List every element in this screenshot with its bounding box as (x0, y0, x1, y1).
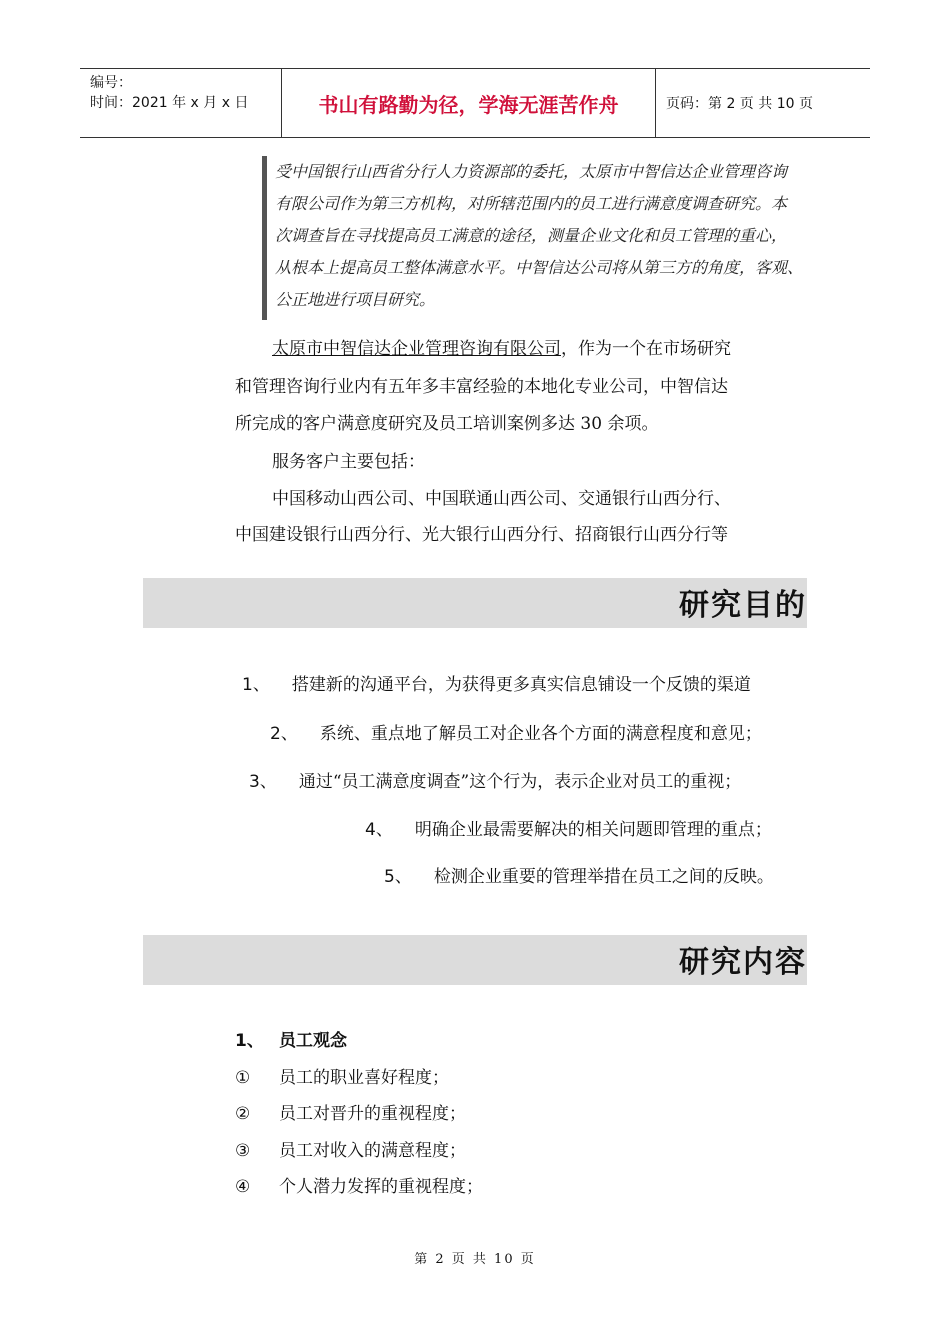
purpose-item-num: 2、 (270, 724, 298, 744)
purpose-item-5 (384, 862, 774, 887)
header-motto-cell (281, 69, 656, 137)
content-item-mark: ① (235, 1068, 251, 1088)
clients-line-2: 中国建设银行山西分行、光大银行山西分行、招商银行山西分行等 (235, 525, 728, 545)
content-item-4 (235, 1172, 483, 1197)
purpose-item-text: 通过“员工满意度调查”这个行为，表示企业对员工的重视； (298, 772, 742, 792)
content-item-text: 个人潜力发挥的重视程度； (279, 1177, 483, 1197)
content-item-text: 员工的职业喜好程度； (279, 1068, 449, 1088)
purpose-item-text: 检测企业重要的管理举措在员工之间的反映。 (433, 867, 774, 887)
intro-line-1-rest: ，作为一个在市场研究 (561, 339, 731, 359)
purpose-item-3 (249, 767, 741, 792)
purpose-item-4 (365, 815, 772, 840)
intro-line-2: 和管理咨询行业内有五年多丰富经验的本地化专业公司，中智信达 (235, 377, 728, 397)
purpose-item-2 (270, 719, 762, 744)
quote-line: 受中国银行山西省分行人力资源部的委托，太原市中智信达企业管理咨询 (275, 162, 788, 181)
header-meta (80, 69, 290, 141)
page-footer: 第 2 页 共 10 页 (414, 1252, 536, 1267)
content-heading-text: 员工观念 (279, 1031, 347, 1051)
content-heading-num: 1、 (235, 1031, 264, 1051)
section-bar-content (143, 935, 807, 985)
content-heading (235, 1026, 347, 1051)
section-title-content: 研究内容 (679, 945, 807, 980)
company-name-link[interactable]: 太原市中智信达企业管理咨询有限公司 (272, 339, 561, 359)
content-item-text: 员工对收入的满意程度； (279, 1141, 466, 1161)
number-label: 编号： (90, 75, 132, 91)
purpose-item-1 (242, 670, 751, 695)
time-label: 时间：2021 年 x 月 x 日 (90, 95, 249, 111)
page-header (80, 68, 870, 138)
purpose-item-text: 搭建新的沟通平台，为获得更多真实信息铺设一个反馈的渠道 (291, 675, 751, 695)
content-item-mark: ③ (235, 1141, 251, 1161)
content-item-3 (235, 1136, 466, 1161)
purpose-item-num: 1、 (242, 675, 270, 695)
section-bar-purpose (143, 578, 807, 628)
content-item-mark: ④ (235, 1177, 251, 1197)
clients-label: 服务客户主要包括： (272, 452, 425, 472)
purpose-item-num: 5、 (384, 867, 412, 887)
quote-line: 次调查旨在寻找提高员工满意的途径，测量企业文化和员工管理的重心， (275, 226, 788, 245)
purpose-item-num: 4、 (365, 820, 393, 840)
section-title-purpose: 研究目的 (679, 588, 807, 623)
purpose-item-num: 3、 (249, 772, 277, 792)
header-motto: 书山有路勤为径，学海无涯苦作舟 (318, 92, 619, 117)
quote-line: 从根本上提高员工整体满意水平。中智信达公司将从第三方的角度，客观、 (275, 258, 804, 277)
content-item-2 (235, 1099, 466, 1124)
page-indicator: 页码：第 2 页 共 10 页 (666, 96, 813, 112)
purpose-item-text: 明确企业最需要解决的相关问题即管理的重点； (414, 820, 772, 840)
clients-line-1: 中国移动山西公司、中国联通山西公司、交通银行山西分行、 (272, 489, 731, 509)
purpose-item-text: 系统、重点地了解员工对企业各个方面的满意程度和意见； (319, 724, 762, 744)
content-item-mark: ② (235, 1104, 251, 1124)
intro-line-3: 所完成的客户满意度研究及员工培训案例多达 30 余项。 (235, 414, 659, 434)
quote-line: 公正地进行项目研究。 (275, 290, 436, 309)
intro-line-1 (272, 334, 731, 359)
content-item-1 (235, 1063, 449, 1088)
content-item-text: 员工对晋升的重视程度； (279, 1104, 466, 1124)
intro-quote-block (262, 156, 835, 320)
quote-line: 有限公司作为第三方机构，对所辖范围内的员工进行满意度调查研究。本 (275, 194, 788, 213)
